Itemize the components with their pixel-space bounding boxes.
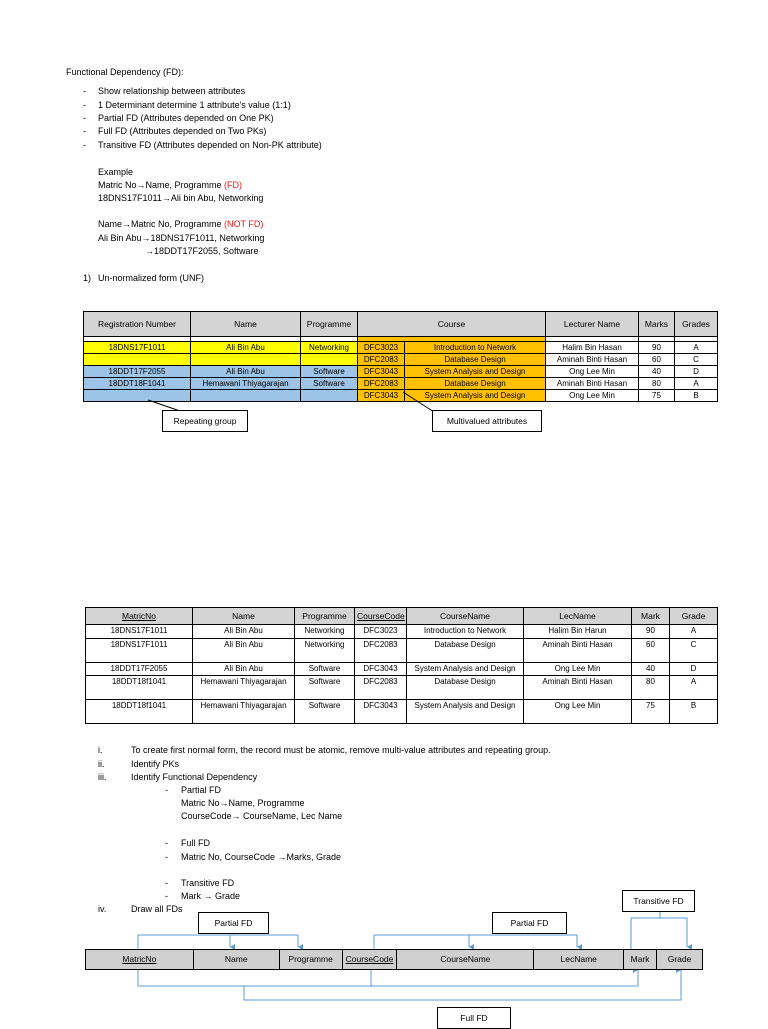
col-header: Mark [632, 608, 670, 625]
cell: Database Design [407, 639, 524, 663]
cell: Software [295, 663, 355, 676]
cell: Networking [295, 639, 355, 663]
cell: B [675, 390, 718, 402]
transitive-fd-1: Mark → Grade [181, 891, 241, 901]
fd-bullet: 1 Determinant determine 1 attribute's value (1:1) [98, 100, 291, 110]
cell: Aminah Binti Hasan [524, 639, 632, 663]
cell: DFC2083 [358, 354, 405, 366]
step-ii-text: Identify PKs [131, 759, 180, 769]
cell: 18DNS17F1011 [86, 625, 193, 639]
step-i-num: i. [98, 745, 103, 755]
cell: Introduction to Network [407, 625, 524, 639]
transitive-fd-connector [631, 918, 687, 949]
cell: Hemawani Thiyagarajan [193, 700, 295, 724]
attr-coursecode: CourseCode [343, 950, 398, 969]
step-iii-num: iii. [98, 772, 107, 782]
multivalued-callout: Multivalued attributes [432, 410, 542, 432]
cell: 18DDT17F2055 [84, 366, 191, 378]
cell: 18DDT17F2055 [86, 663, 193, 676]
cell: Database Design [405, 354, 546, 366]
step-iii-text: Identify Functional Dependency [131, 772, 258, 782]
col-header: CourseCode [355, 608, 407, 625]
cell: DFC2083 [355, 639, 407, 663]
cell: 60 [639, 354, 675, 366]
col-header: Grades [675, 312, 718, 337]
bullet-marker: - [83, 86, 86, 96]
cell: Introduction to Network [405, 342, 546, 354]
col-header: Programme [295, 608, 355, 625]
bullet-marker: - [165, 891, 168, 901]
step-ii-num: ii. [98, 759, 105, 769]
partial-fd-box-2: Partial FD [492, 912, 567, 934]
cell: Ali Bin Abu [193, 639, 295, 663]
cell: Software [295, 700, 355, 724]
cell: D [670, 663, 718, 676]
cell: A [670, 625, 718, 639]
bullet-marker: - [165, 852, 168, 862]
full-fd-label: Full FD [181, 838, 210, 848]
cell: DFC3043 [355, 663, 407, 676]
partial-fd-label: Partial FD [181, 785, 222, 795]
example-2-line-3: →18DDT17F2055, Software [145, 246, 259, 256]
cell: Database Design [407, 676, 524, 700]
fd-tag: (FD) [224, 180, 243, 190]
cell: Database Design [405, 378, 546, 390]
cell: Halim Bin Harun [524, 625, 632, 639]
unf-number: 1) [83, 273, 92, 283]
cell: Ong Lee Min [524, 663, 632, 676]
col-header: CourseName [407, 608, 524, 625]
cell: D [675, 366, 718, 378]
step-iv-num: iv. [98, 904, 107, 914]
partial-fd-2-connector [374, 935, 577, 949]
repeating-group-callout: Repeating group [162, 410, 248, 432]
col-header: Registration Number [84, 312, 191, 337]
example-2-line-2: Ali Bin Abu→18DNS17F1011, Networking [98, 233, 265, 243]
cell: 40 [632, 663, 670, 676]
bullet-marker: - [165, 878, 168, 888]
cell: Hemawani Thiyagarajan [193, 676, 295, 700]
cell: Aminah Binti Hasan [546, 354, 639, 366]
cell: System Analysis and Design [407, 663, 524, 676]
cell: Networking [295, 625, 355, 639]
cell: B [670, 700, 718, 724]
cell: Hemawani Thiyagarajan [191, 378, 301, 390]
cell: A [670, 676, 718, 700]
cell: DFC2083 [355, 676, 407, 700]
cell: Aminah Binti Hasan [546, 378, 639, 390]
cell: System Analysis and Design [407, 700, 524, 724]
cell: 75 [632, 700, 670, 724]
partial-fd-box-1: Partial FD [198, 912, 269, 934]
attr-grade: Grade [667, 954, 692, 964]
full-fd-connector-1 [138, 968, 638, 986]
cell: System Analysis and Design [405, 366, 546, 378]
cell: Ong Lee Min [524, 700, 632, 724]
bullet-marker: - [83, 140, 86, 150]
col-header: Name [191, 312, 301, 337]
partial-fd-1: Matric No→Name, Programme [181, 798, 305, 808]
example-label: Example [98, 167, 134, 177]
cell: Networking [301, 342, 358, 354]
cell: DFC3043 [358, 390, 405, 402]
attr-matricno: MatricNo [86, 950, 194, 969]
transitive-fd-label: Transitive FD [181, 878, 235, 888]
step-iv-text: Draw all FDs [131, 904, 183, 914]
partial-fd-2: CourseCode→ CourseName, Lec Name [181, 811, 343, 821]
step-i-text: To create first normal form, the record must be atomic, remove multi-value attributes and repeating group. [131, 745, 551, 755]
cell: 90 [632, 625, 670, 639]
bullet-marker: - [83, 100, 86, 110]
bullet-marker: - [83, 126, 86, 136]
cell: Ong Lee Min [546, 366, 639, 378]
col-header: Name [193, 608, 295, 625]
bullet-marker: - [83, 113, 86, 123]
cell: 40 [639, 366, 675, 378]
cell: 60 [632, 639, 670, 663]
cell: A [675, 378, 718, 390]
fd-heading: Functional Dependency (FD): [66, 67, 184, 77]
fd-bullet: Transitive FD (Attributes depended on Non-PK attribute) [98, 140, 322, 150]
fd-bullet: Partial FD (Attributes depended on One PK) [98, 113, 274, 123]
example-1-line-2: 18DNS17F1011→Ali bin Abu, Networking [98, 193, 264, 203]
cell: C [670, 639, 718, 663]
cell: Software [301, 366, 358, 378]
partial-fd-1-connector [138, 935, 298, 949]
cell: DFC3023 [355, 625, 407, 639]
bullet-marker: - [165, 838, 168, 848]
cell: 80 [639, 378, 675, 390]
cell: 75 [639, 390, 675, 402]
fd-bullet: Full FD (Attributes depended on Two PKs) [98, 126, 267, 136]
cell: Software [295, 676, 355, 700]
cell: 18DDT18f1041 [86, 676, 193, 700]
full-fd-box: Full FD [437, 1007, 511, 1029]
attr-lecname: LecName [534, 950, 624, 969]
attr-name: Name [194, 950, 280, 969]
attr-mark: Mark [624, 950, 657, 969]
transitive-fd-box: Transitive FD [622, 890, 695, 912]
unf-title: Un-normalized form (UNF) [98, 273, 205, 283]
attr-coursename: CourseName [397, 950, 534, 969]
cell: DFC3043 [355, 700, 407, 724]
cell: C [675, 354, 718, 366]
cell: Ali Bin Abu [193, 663, 295, 676]
full-fd-1: Matric No, CourseCode →Marks, Grade [181, 852, 342, 862]
col-header: Marks [639, 312, 675, 337]
cell: 80 [632, 676, 670, 700]
fd-bullet: Show relationship between attributes [98, 86, 246, 96]
cell: Aminah Binti Hasan [524, 676, 632, 700]
cell: 18DDT18f1041 [86, 700, 193, 724]
full-fd-connector-2 [244, 970, 681, 1000]
cell: Ong Lee Min [546, 390, 639, 402]
col-header: Course [358, 312, 546, 337]
not-fd-tag: (NOT FD) [224, 219, 264, 229]
col-header: Grade [670, 608, 718, 625]
cell: Ali Bin Abu [193, 625, 295, 639]
cell: 90 [639, 342, 675, 354]
example-2-text: Name→Matric No, Programme [98, 219, 222, 229]
cell: 18DNS17F1011 [84, 342, 191, 354]
cell: Ali Bin Abu [191, 366, 301, 378]
cell: 18DDT18F1041 [84, 378, 191, 390]
cell: Ali Bin Abu [191, 342, 301, 354]
cell: DFC3023 [358, 342, 405, 354]
cell: Software [301, 378, 358, 390]
cell: 18DNS17F1011 [86, 639, 193, 663]
col-header: LecName [524, 608, 632, 625]
cell: DFC2083 [358, 378, 405, 390]
cell: DFC3043 [358, 366, 405, 378]
col-header: MatricNo [86, 608, 193, 625]
example-1-text: Matric No→Name, Programme [98, 180, 222, 190]
cell: System Analysis and Design [405, 390, 546, 402]
cell: Halim Bin Hasan [546, 342, 639, 354]
fd-attribute-bar [85, 949, 703, 970]
col-header: Programme [301, 312, 358, 337]
col-header: Lecturer Name [546, 312, 639, 337]
attr-programme: Programme [280, 950, 343, 969]
bullet-marker: - [165, 785, 168, 795]
cell: A [675, 342, 718, 354]
